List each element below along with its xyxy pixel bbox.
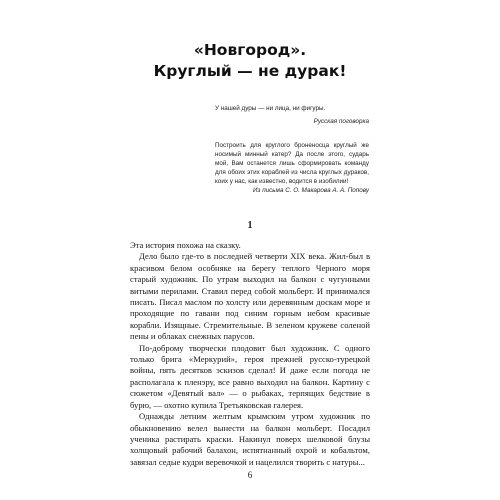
chapter-title-line-1: «Новгород». [193,41,307,59]
chapter-title-line-2: Круглый — не дурак! [153,62,347,80]
epigraph-2-source: Из письма С. О. Макарова А. А. Попову [253,187,369,194]
chapter-number: 1 [247,220,253,231]
paragraph: По-доброму творчески плодовит был художник. С одного только брига «Меркурий», героя прежней русско-турецкой войны, пять десятков эскизов сделал! И даже если погода не располагала к пленэру, все равно выходил на балкон. Картину с сюжетом «Девятый вал» — о рыбаках, терпящих бедствие в бурю, — охотно купила Третьяковская галерея. [130,342,370,410]
body-text [130,240,370,468]
paragraph: Однажды летним желтым крымским утром художник по обыкновению велел вынести на балкон мольберт. Посадил ученика растирать краски. Накинул поверх шелковой блузы холщовый рабочий балахон, испятнанный охрой и кобальтом, завязал седые кудри веревочкой и нацелился творить с натуры... [130,411,370,467]
page-number: 6 [247,470,253,480]
epigraph-2-text: Построить для круглого броненосца круглый же носимый минный катер? Да после этого, сударь мой, Вам останется лишь сформировать команду для обоих этих кораблей из числа круглых дураков, коих у нас, как известно, водится в изобилии! [215,142,369,185]
paragraph: Дело было где-то в последней четверти XIX века. Жил-был в красивом белом особняке на берегу теплого Черного моря старый художник. По утрам выходил на балкон с чугунными витыми перилами. Ставил перед собой мольберт. И принимался писать. Писал маслом по холсту или деревянным доскам море и проходящие по гавани под синим горным небом красивые корабли. Изящные. Стремительные. В зеленом кружеве соленой пены и облаках снежных парусов. [130,251,370,342]
epigraph-1-source: Русская поговорка [313,118,369,125]
paragraph: Эта история похожа на сказку. [130,240,241,250]
epigraph-1-text: У нашей дуры — ни лица, ни фигуры. [215,105,326,112]
